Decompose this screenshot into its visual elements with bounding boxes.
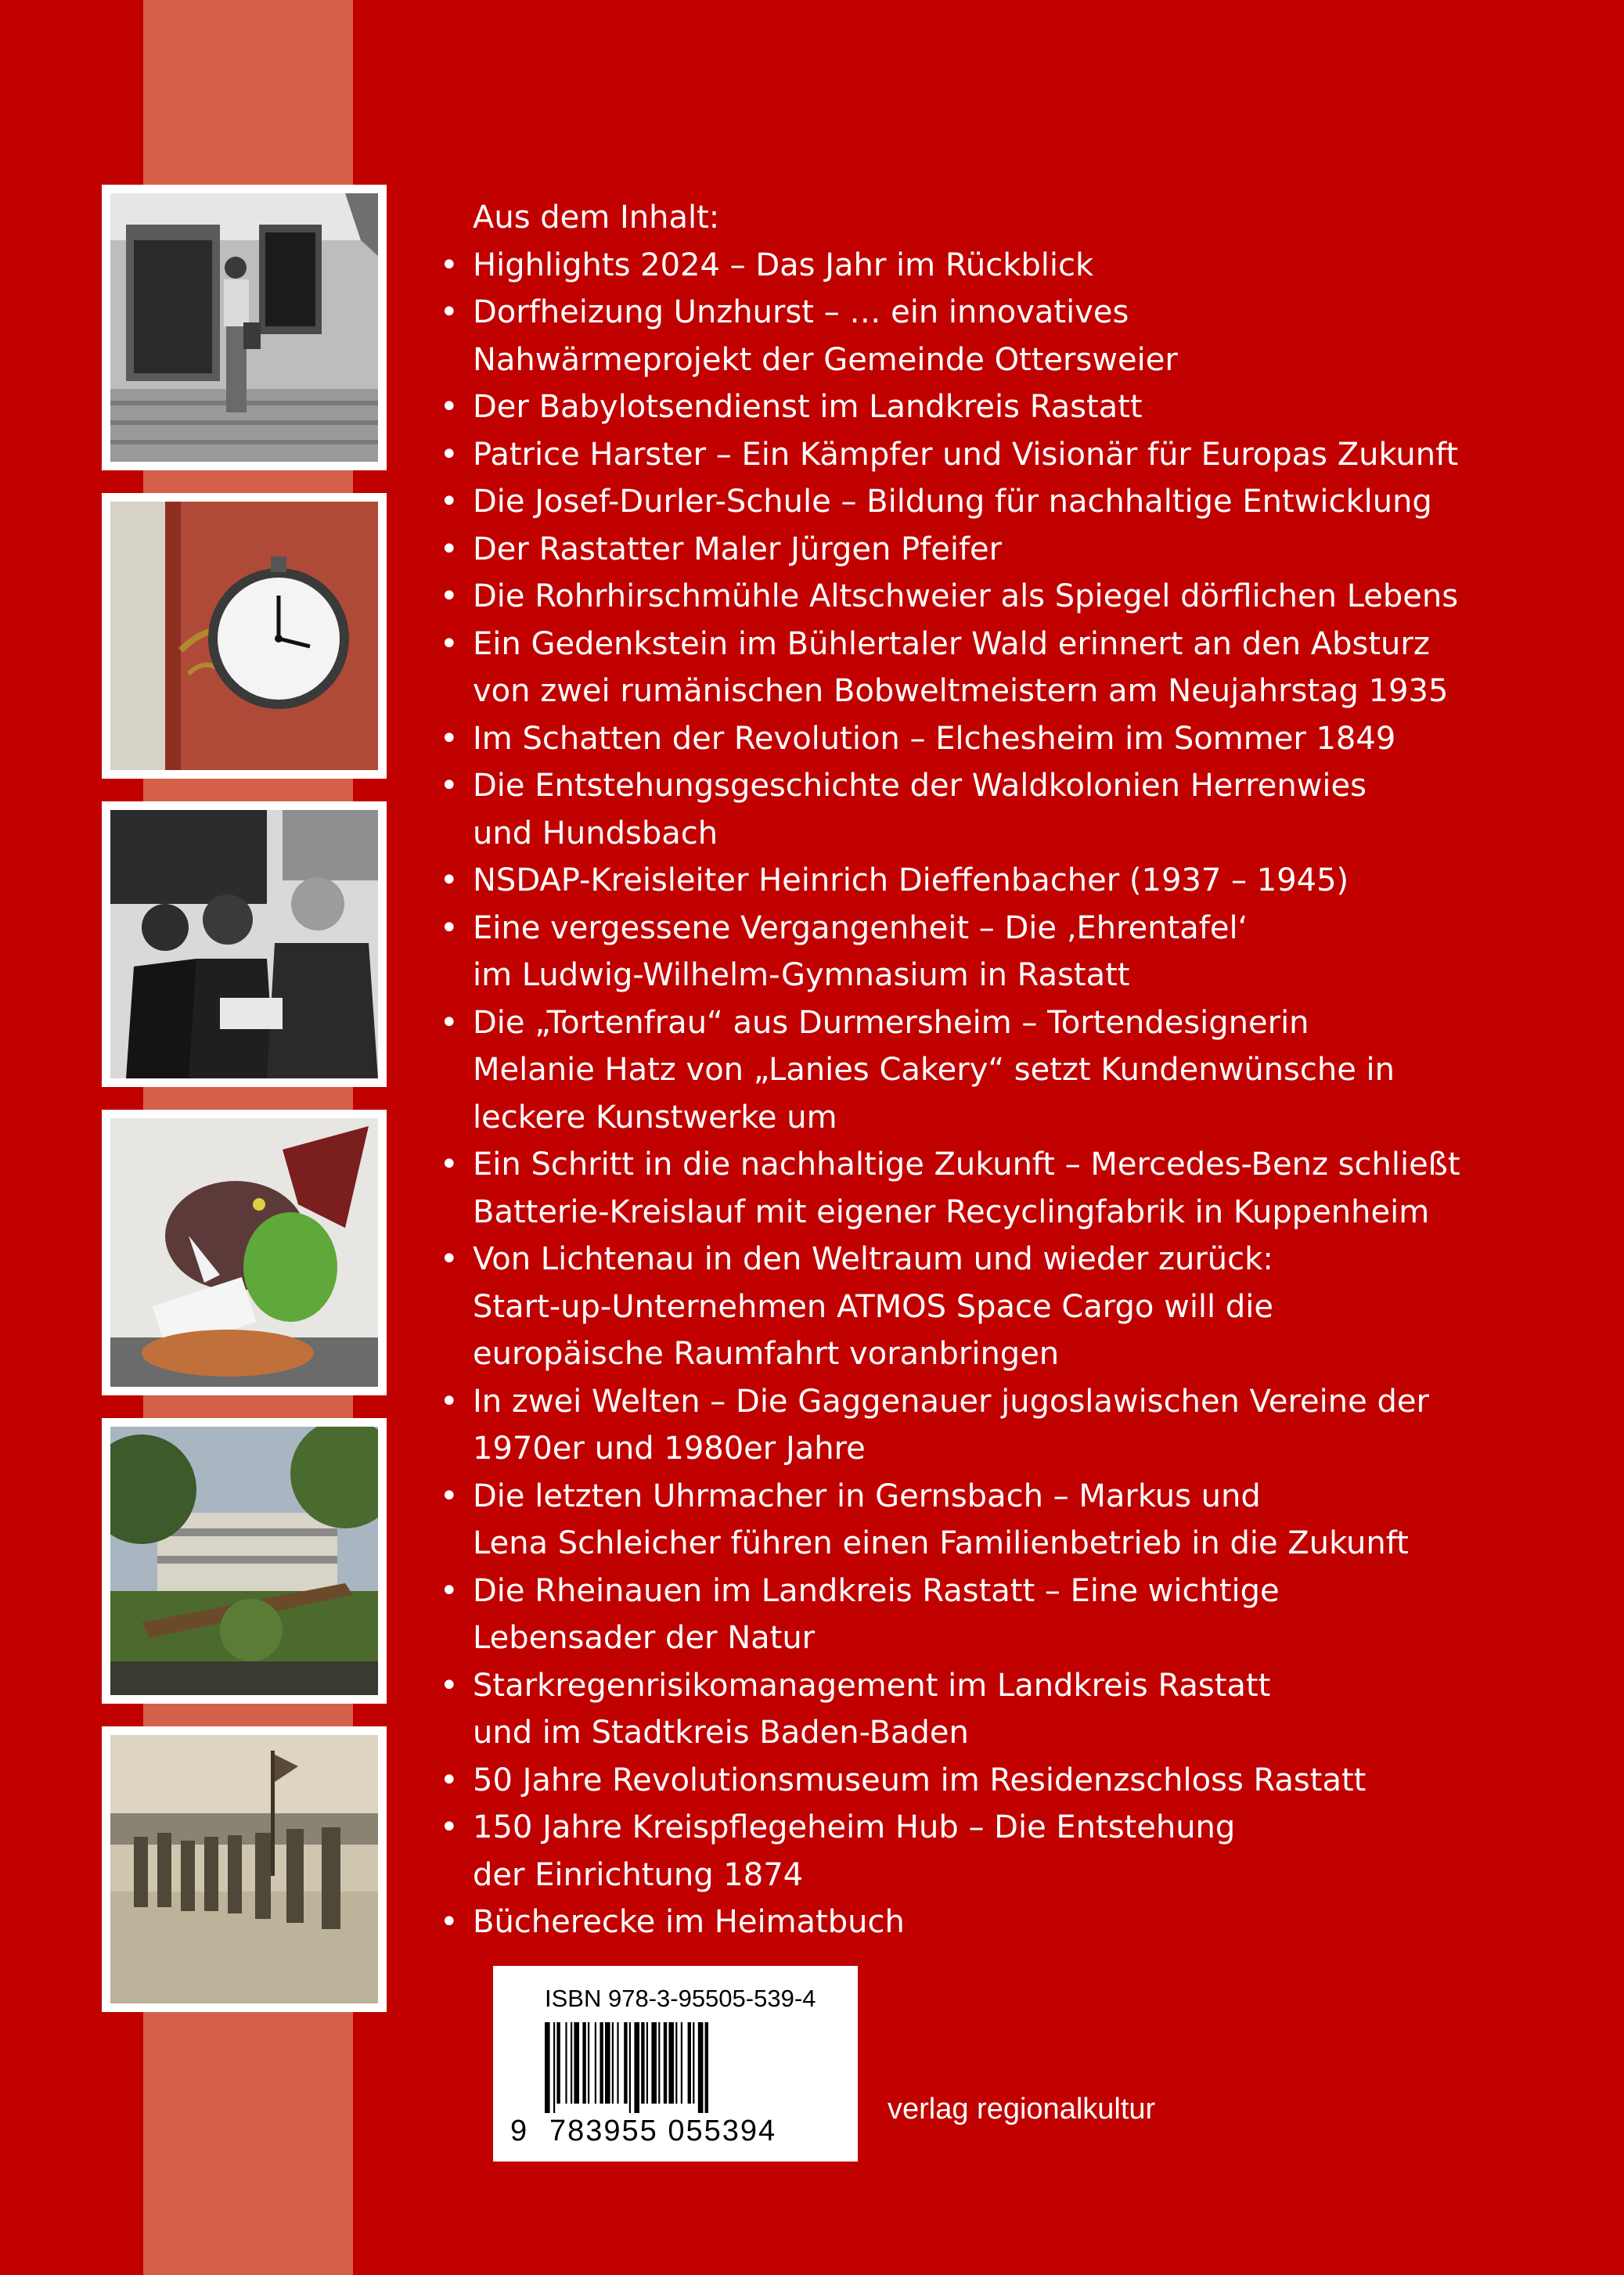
contents-item-line: • Im Schatten der Revolution – Elchesheim im Sommer 1849 (473, 720, 1396, 757)
barcode-bar (612, 2022, 614, 2104)
barcode-bar (688, 2022, 691, 2104)
contents-item (473, 478, 1600, 526)
contents-item-line: der Einrichtung 1874 (473, 1856, 804, 1893)
contents-item-line: • Die Rheinauen im Landkreis Rastatt – Eine wichtige (473, 1572, 1280, 1609)
contents-item-line: • Starkregenrisikomanagement im Landkreis Rastatt (473, 1667, 1271, 1704)
contents-item (473, 1378, 1600, 1473)
contents-item-line: • Die Entstehungsgeschichte der Waldkolonien Herrenwies (473, 768, 1367, 804)
contents-item-line: europäische Raumfahrt voranbringen (473, 1336, 1060, 1372)
barcode-bar (545, 2022, 550, 2113)
contents-item-line: leckere Kunstwerke um (473, 1099, 837, 1136)
barcode-bar (556, 2022, 560, 2104)
contents-item (473, 242, 1600, 290)
contents-item (473, 573, 1600, 621)
barcode-bar (582, 2022, 585, 2104)
contents-item-line: von zwei rumänischen Bobweltmeistern am Neujahrstag 1935 (473, 673, 1449, 709)
isbn-barcode-box (493, 1966, 858, 2162)
barcode-bar (588, 2022, 589, 2104)
contents-item (473, 857, 1600, 905)
barcode-bar (664, 2022, 667, 2104)
publisher-name: verlag regionalkultur (888, 2093, 1156, 2126)
contents-item-line: • Der Rastatter Maler Jürgen Pfeifer (473, 531, 1003, 567)
contents-item-line: • Die Rohrhirschmühle Altschweier als Spiegel dörflichen Lebens (473, 578, 1459, 614)
barcode-bar (617, 2022, 618, 2104)
contents-item (473, 431, 1600, 479)
contents-item-line: • Eine vergessene Vergangenheit – Die ‚Ehrentafel‘ (473, 909, 1248, 946)
contents-item (473, 1899, 1600, 1946)
photo-man-leaving-building (102, 185, 387, 470)
barcode-bar (705, 2022, 708, 2113)
barcode-bar (658, 2022, 660, 2104)
contents-item (473, 715, 1600, 763)
contents-item (473, 1141, 1600, 1236)
contents-item (473, 289, 1600, 383)
contents-item (473, 1236, 1600, 1378)
contents-item-line: • Die Josef-Durler-Schule – Bildung für nachhaltige Entwicklung (473, 484, 1432, 520)
contents-item-line: • Highlights 2024 – Das Jahr im Rückblick (473, 247, 1094, 283)
contents-heading: Aus dem Inhalt: (473, 200, 720, 236)
contents-item-line: • 150 Jahre Kreispflegeheim Hub – Die Entstehung (473, 1809, 1236, 1845)
contents-item-line: Nahwärmeprojekt der Gemeinde Ottersweier (473, 341, 1178, 378)
barcode-bar (574, 2022, 579, 2104)
contents-list (473, 242, 1600, 1946)
barcode-bar (595, 2022, 596, 2104)
contents-item-line: Start-up-Unternehmen ATMOS Space Cargo will die (473, 1288, 1273, 1325)
contents-item-line: und Hundsbach (473, 815, 718, 851)
barcode-bar (675, 2022, 677, 2104)
isbn-digits: 783955 055394 (549, 2115, 777, 2147)
barcode-bar (668, 2022, 674, 2104)
barcode-bar (681, 2022, 682, 2104)
contents-item (473, 1568, 1600, 1662)
contents-item (473, 1662, 1600, 1757)
contents-item (473, 383, 1600, 431)
contents-item-line: • Die „Tortenfrau“ aus Durmersheim – Tortendesignerin (473, 1004, 1309, 1041)
contents-item (473, 762, 1600, 857)
barcode-bar (698, 2022, 704, 2113)
photo-dragon-cake (102, 1110, 387, 1395)
contents-item-line: und im Stadtkreis Baden-Baden (473, 1715, 969, 1751)
barcode-bar (646, 2022, 648, 2104)
barcode-graphic (545, 2022, 803, 2113)
contents-item-line: • Die letzten Uhrmacher in Gernsbach – Markus und (473, 1478, 1261, 1514)
contents-item-line: • 50 Jahre Revolutionsmuseum im Residenzschloss Rastatt (473, 1762, 1367, 1798)
contents-item-line: Lena Schleicher führen einen Familienbetrieb in die Zukunft (473, 1525, 1409, 1561)
contents-item-line: • Bücherecke im Heimatbuch (473, 1904, 905, 1940)
contents-item (473, 1757, 1600, 1805)
contents-item-line: • In zwei Welten – Die Gaggenauer jugoslawischen Vereine der (473, 1383, 1429, 1420)
photo-wall-clock (102, 493, 387, 779)
contents-item-line: • Patrice Harster – Ein Kämpfer und Visionär für Europas Zukunft (473, 436, 1459, 473)
contents-item (473, 1473, 1600, 1568)
barcode-bar (629, 2022, 631, 2113)
barcode-bar (553, 2022, 555, 2113)
table-of-contents (473, 194, 1600, 1946)
photo-historic-march (102, 1726, 387, 2012)
contents-item-line: • Ein Gedenkstein im Bühlertaler Wald erinnert an den Absturz (473, 625, 1430, 662)
barcode-bar (605, 2022, 610, 2104)
barcode-bar (600, 2022, 603, 2104)
contents-item-line: Melanie Hatz von „Lanies Cakery“ setzt Kundenwünsche in (473, 1052, 1395, 1088)
barcode-bar (693, 2022, 694, 2104)
contents-item-line: • Ein Schritt in die nachhaltige Zukunft – Mercedes-Benz schließt (473, 1146, 1460, 1182)
contents-item-line: • Der Babylotsendienst im Landkreis Rastatt (473, 389, 1143, 425)
barcode-bar (624, 2022, 627, 2104)
photo-ceremony-handshake (102, 801, 387, 1087)
contents-item (473, 1804, 1600, 1899)
barcode-bar (641, 2022, 644, 2104)
contents-item-line: • NSDAP-Kreisleiter Heinrich Dieffenbacher (1937 – 1945) (473, 862, 1349, 898)
contents-item (473, 999, 1600, 1142)
photo-storm-fallen-tree (102, 1418, 387, 1704)
isbn-first-digit: 9 (510, 2115, 528, 2147)
isbn-label: ISBN 978-3-95505-539-4 (545, 1985, 816, 2012)
barcode-bar (651, 2022, 657, 2104)
contents-item (473, 621, 1600, 715)
barcode-bar (565, 2022, 567, 2104)
contents-item-line: im Ludwig-Wilhelm-Gymnasium in Rastatt (473, 957, 1130, 993)
contents-item-line: Batterie-Kreislauf mit eigener Recyclingfabrik in Kuppenheim (473, 1193, 1430, 1230)
barcode-bar (571, 2022, 572, 2104)
contents-item-line: 1970er und 1980er Jahre (473, 1431, 866, 1467)
contents-item-line: • Dorfheizung Unzhurst – … ein innovatives (473, 294, 1129, 330)
contents-item (473, 526, 1600, 574)
contents-item-line: • Von Lichtenau in den Weltraum und wieder zurück: (473, 1241, 1273, 1277)
contents-item-line: Lebensader der Natur (473, 1620, 816, 1656)
contents-item (473, 905, 1600, 999)
barcode-bar (634, 2022, 639, 2113)
